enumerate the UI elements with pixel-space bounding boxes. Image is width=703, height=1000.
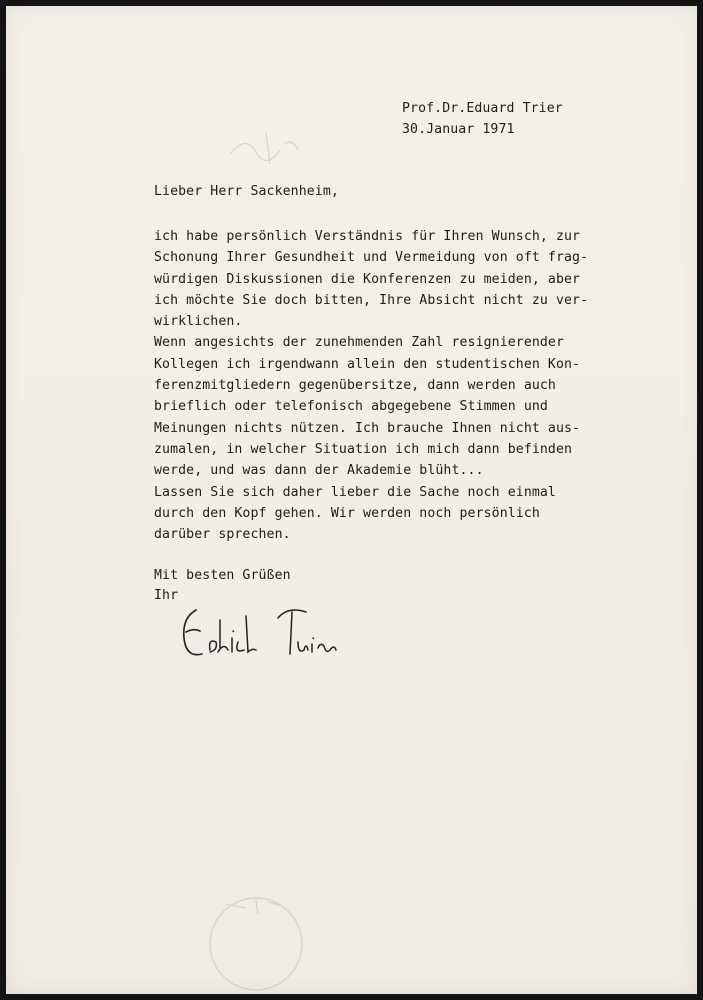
body-line: ich habe persönlich Verständnis für Ihren Wunsch, zur — [154, 229, 581, 244]
salutation: Lieber Herr Sackenheim, — [154, 184, 339, 199]
sender-name: Prof.Dr.Eduard Trier — [402, 101, 563, 116]
body-line: zumalen, in welcher Situation ich mich dann befinden — [154, 441, 573, 457]
body-line: ferenzmitgliedern gegenübersitze, dann werden auch — [154, 378, 556, 394]
body-line: Wenn angesichts der zunehmenden Zahl resignierender — [154, 335, 565, 351]
letter-date: 30.Januar 1971 — [402, 122, 515, 137]
body-line: Meinungen nichts nützen. Ich brauche Ihnen nicht aus- — [154, 420, 581, 436]
letterhead — [402, 98, 563, 140]
body-line: würdigen Diskussionen die Konferenzen zu meiden, aber — [154, 271, 581, 287]
letter-page — [6, 6, 697, 994]
body-line: brieflich oder telefonisch abgegebene Stimmen und — [154, 399, 548, 415]
closing-greeting: Mit besten Grüßen — [154, 568, 291, 583]
letter-body — [154, 226, 588, 545]
stamp-mark — [196, 874, 316, 994]
body-line: Kollegen ich irgendwann allein den studentischen Kon- — [154, 356, 581, 372]
body-line: Lassen Sie sich daher lieber die Sache noch einmal — [154, 484, 556, 500]
body-line: werde, und was dann der Akademie blüht... — [154, 463, 484, 479]
body-line: ich möchte Sie doch bitten, Ihre Absicht nicht zu ver- — [154, 292, 589, 308]
body-line: wirklichen. — [154, 314, 243, 330]
handwritten-signature — [174, 598, 374, 678]
closing-ihr: Ihr — [154, 588, 179, 603]
body-line: Schonung Ihrer Gesundheit und Vermeidung von oft frag- — [154, 250, 589, 266]
body-line: darüber sprechen. — [154, 527, 291, 543]
body-line: durch den Kopf gehen. Wir werden noch persönlich — [154, 505, 540, 521]
pencil-mark — [226, 124, 306, 184]
